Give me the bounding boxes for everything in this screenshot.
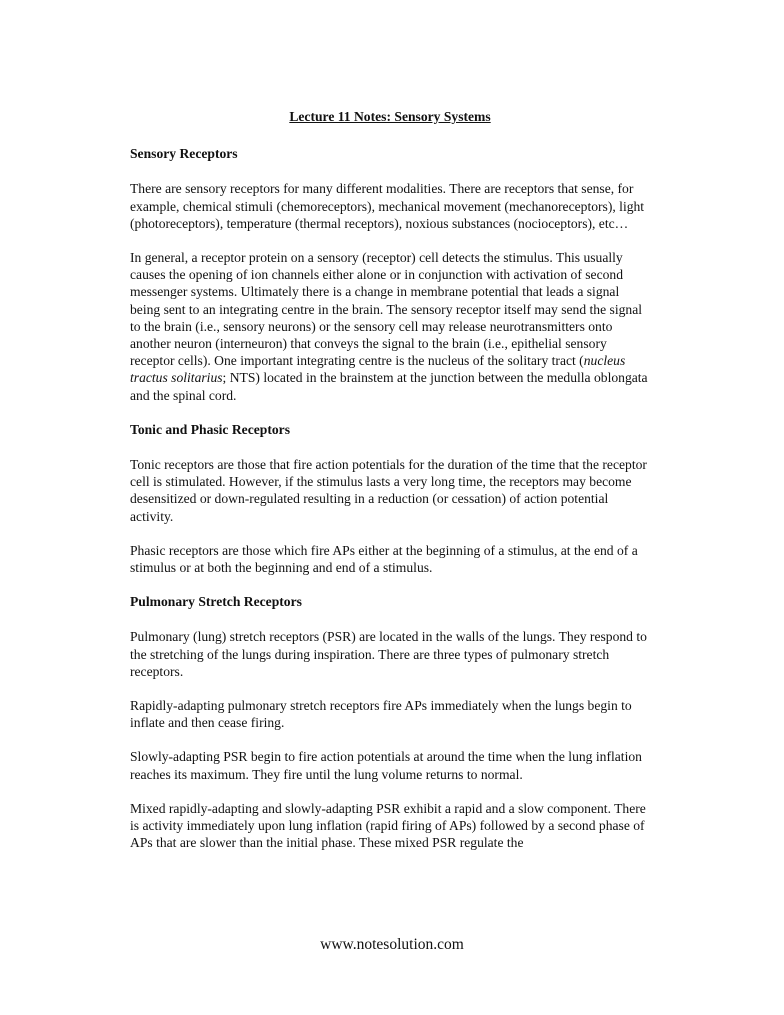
paragraph: Pulmonary (lung) stretch receptors (PSR) are located in the walls of the lungs. They respond to the stretching of the lungs during inspiration. There are three types of pulmonary stretch receptors. bbox=[130, 629, 647, 679]
italic-term: nucleus tractus solitarius bbox=[130, 353, 626, 386]
paragraph: Mixed rapidly-adapting and slowly-adapting PSR exhibit a rapid and a slow component. There is activity immediately upon lung inflation (rapid firing of APs) followed by a second phase of APs that are slower than the initial phase. These mixed PSR regulate the bbox=[130, 800, 646, 851]
paragraph-text: In general, a receptor protein on a sensory (receptor) cell detects the stimulus. This usually causes the opening of ion channels either alone or in conjunction with activation of second messenger systems. Ultimately there is a change in membrane potential that leads a signal being sent to an integrating centre in the brain. The sensory receptor itself may send the signal to the brain (i.e., sensory neurons) or the sensory cell may release neurotransmitters onto another neuron (interneuron) that conveys the signal to the brain (i.e., epithelial sensory receptor cells). One important integrating centre is the nucleus of the solitary tract ( bbox=[130, 250, 643, 369]
document-body bbox=[130, 108, 650, 869]
paragraph: Phasic receptors are those which fire APs either at the beginning of a stimulus, at the end of a stimulus or at both the beginning and end of a stimulus. bbox=[130, 542, 638, 576]
paragraph-text: ; NTS) located in the brainstem at the junction between the medulla oblongata and the spinal cord. bbox=[130, 370, 648, 403]
paragraph bbox=[130, 249, 650, 404]
page-title: Lecture 11 Notes: Sensory Systems bbox=[289, 109, 491, 124]
paragraph: Slowly-adapting PSR begin to fire action potentials at around the time when the lung inflation reaches its maximum. They fire until the lung volume returns to normal. bbox=[130, 749, 642, 782]
section-heading-sensory-receptors: Sensory Receptors bbox=[130, 146, 238, 162]
paragraph: There are sensory receptors for many different modalities. There are receptors that sense, for example, chemical stimuli (chemoreceptors), mechanical movement (mechanoreceptors), light (photoreceptors), temperature (thermal receptors), noxious substances (nocioceptors), etc… bbox=[130, 181, 645, 231]
footer-url: www.notesolution.com bbox=[320, 936, 464, 953]
section-heading-tonic-phasic: Tonic and Phasic Receptors bbox=[130, 421, 290, 437]
section-heading-pulmonary-stretch: Pulmonary Stretch Receptors bbox=[130, 594, 302, 610]
paragraph: Rapidly-adapting pulmonary stretch receptors fire APs immediately when the lungs begin to inflate and then cease firing. bbox=[130, 698, 632, 731]
paragraph: Tonic receptors are those that fire action potentials for the duration of the time that the receptor cell is stimulated. However, if the stimulus lasts a very long time, the receptors may become desensitized or down-regulated resulting in a reduction (or cessation) of action potential activity. bbox=[130, 457, 647, 524]
